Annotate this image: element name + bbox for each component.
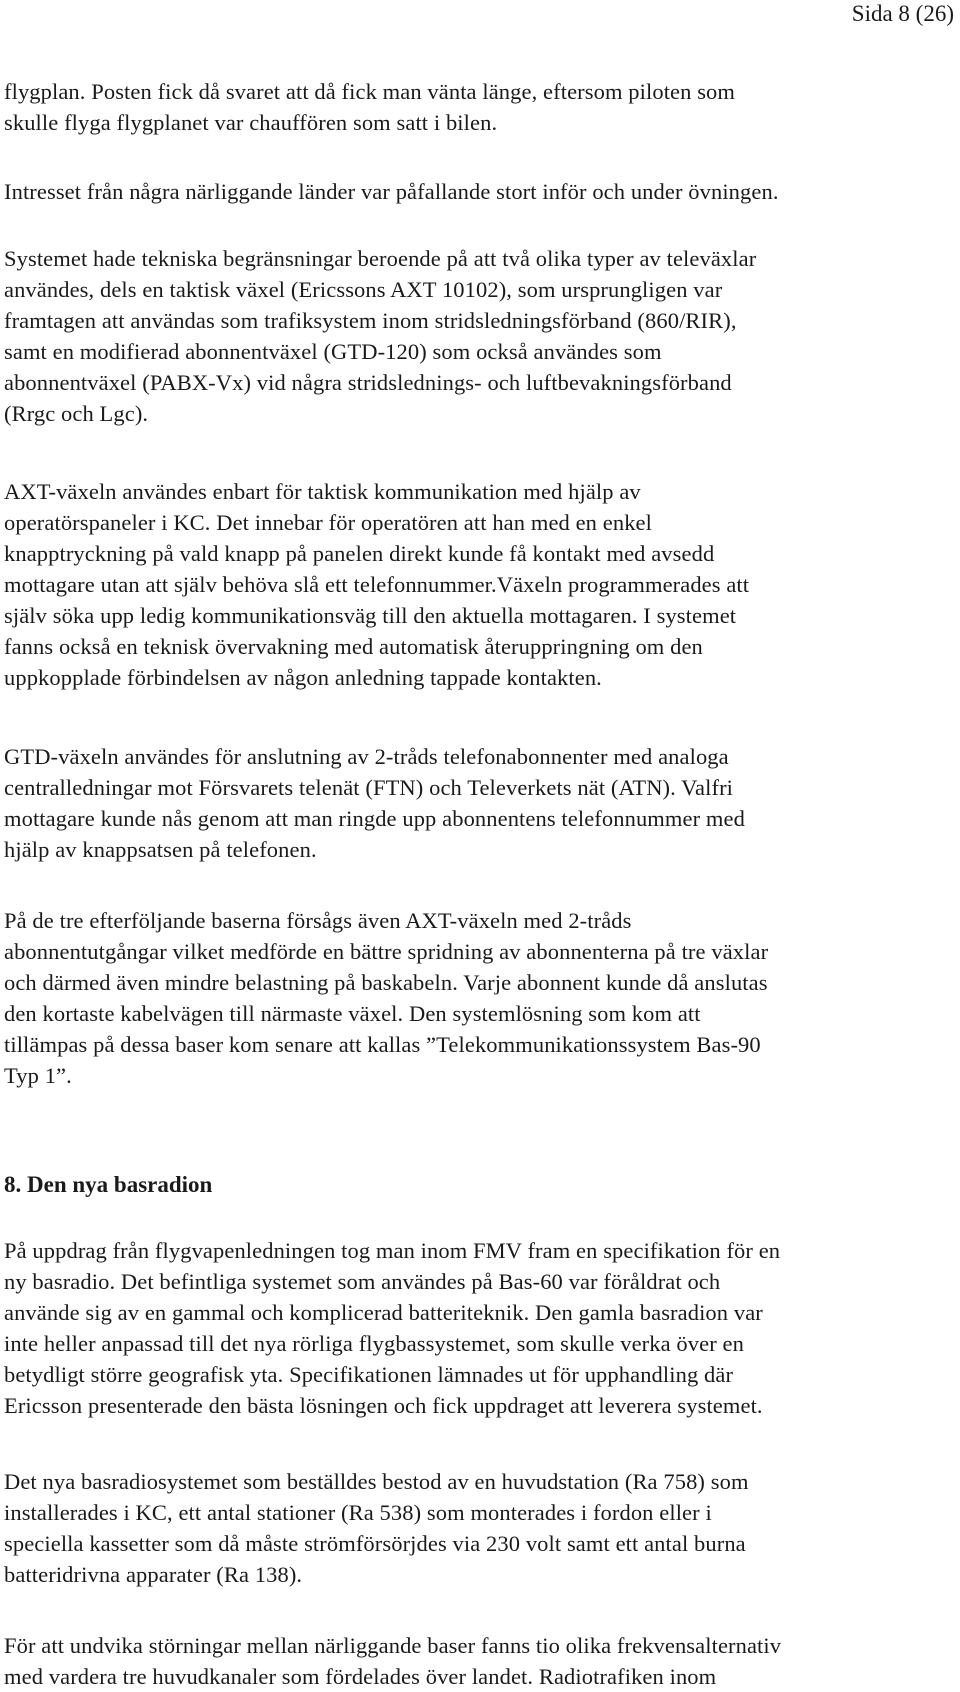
section-heading: 8. Den nya basradion — [4, 1172, 213, 1197]
paragraph-axt-vaxeln: AXT-växeln användes enbart för taktisk kommunikation med hjälp av operatörspaneler i KC. Det innebar för operatören att han med en enkel knapptryckning på vald knapp på panelen direkt kunde få kontakt med avsedd mottagare utan att själv behöva slå ett telefonnummer.Växeln programmerades att själv söka upp ledig kommunikationsväg till den aktuella mottagaren. I systemet fanns också en teknisk övervakning med automatisk återuppringning om den uppkopplade förbindelsen av någon anledning tappade kontakten. — [4, 479, 750, 690]
paragraph-flygplan: flygplan. Posten fick då svaret att då fick man vänta länge, eftersom piloten som skulle flyga flygplanet var chauffören som satt i bilen. — [4, 79, 736, 135]
page-number: Sida 8 (26) — [851, 1, 954, 26]
paragraph-intresset: Intresset från några närliggande länder var påfallande stort inför och under övningen. — [4, 179, 779, 204]
paragraph-gtd-vaxeln: GTD-växeln användes för anslutning av 2-tråds telefonabonnenter med analoga centralledningar mot Försvarets telenät (FTN) och Televerkets nät (ATN). Valfri mottagare kunde nås genom att man ringde upp abonnentens telefonnummer med hjälp av knappsatsen på telefonen. — [4, 744, 745, 862]
paragraph-storningar: För att undvika störningar mellan närliggande baser fanns tio olika frekvensalternativ med vardera tre huvudkanaler som fördelades över landet. Radiotrafiken inom — [4, 1633, 782, 1689]
paragraph-uppdrag: På uppdrag från flygvapenledningen tog man inom FMV fram en specifikation för en ny basradio. Det befintliga systemet som användes på Bas-60 var föråldrat och använde sig av en gammal och komplicerad batteriteknik. Den gamla basradion var inte heller anpassad till det nya rörliga flygbassystemet, som skulle verka över en betydligt större geografisk yta. Specifikationen lämnades ut för upphandling där Ericsson presenterade den bästa lösningen och fick uppdraget att leverera systemet. — [4, 1238, 781, 1418]
paragraph-basradiosystemet: Det nya basradiosystemet som beställdes bestod av en huvudstation (Ra 758) som installerades i KC, ett antal stationer (Ra 538) som monterades i fordon eller i speciella kassetter som då måste strömförsörjdes via 230 volt samt ett antal burna batteridrivna apparater (Ra 138). — [4, 1469, 749, 1587]
paragraph-tre-baserna: På de tre efterföljande baserna försågs även AXT-växeln med 2-tråds abonnentutgångar vilket medförde en bättre spridning av abonnenterna på tre växlar och därmed även mindre belastning på baskabeln. Varje abonnent kunde då anslutas den kortaste kabelvägen till närmaste växel. Den systemlösning som kom att tillämpas på dessa baser kom senare att kallas ”Telekommunikationssystem Bas-90 Typ 1”. — [4, 908, 769, 1088]
paragraph-systemet: Systemet hade tekniska begränsningar beroende på att två olika typer av televäxlar användes, dels en taktisk växel (Ericssons AXT 10102), som ursprungligen var framtagen att användas som trafiksystem inom stridsledningsförband (860/RIR), samt en modifierad abonnentväxel (GTD-120) som också användes som abonnentväxel (PABX-Vx) vid några stridslednings- och luftbevakningsförband (Rrgc och Lgc). — [4, 246, 757, 426]
